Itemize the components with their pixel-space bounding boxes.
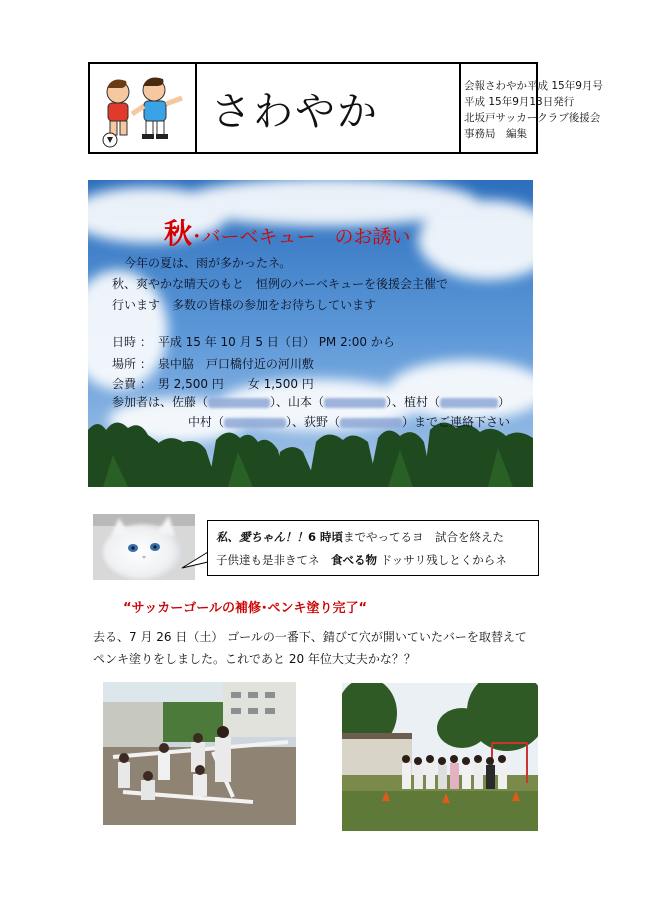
newsletter-title-cell [197,64,461,152]
contact-text: ）、荻野（ [286,415,341,429]
section-paragraph [93,626,553,670]
issue-info [464,78,624,142]
redacted-phone [340,418,402,428]
event-fee: 会費 ： 男 2,500 円 女 1,500 円 [112,377,314,391]
logo-cell [90,64,197,152]
issue-info-line: 平成 15年9月13日発行 [464,96,575,108]
speech-text [216,526,507,572]
event-place: 場所 ： 泉中脇 戸口橋付近の河川敷 [112,357,314,371]
contact-text: ） [498,395,511,409]
intro-line: 今年の夏は、雨が多かったネ。 [112,256,292,270]
banner-title-rest: ･バーベキュー のお誘い [192,226,411,248]
banner-title [164,212,411,252]
contact-text: ）までご連絡下さい [402,415,511,429]
contact-line-1 [112,393,510,410]
paragraph-line: ペンキ塗りをしました。これであと 20 年位大丈夫かな？？ [93,652,416,666]
contact-text: 参加者は、佐藤（ [112,395,209,409]
masthead [88,62,603,154]
redacted-phone [324,398,386,408]
event-date: 日時 ： 平成 15 年 10 月 5 日（日） PM 2:00 から [112,335,395,349]
speech-text-part: までやってるヨ 試合を終えた [343,530,505,544]
issue-info-line: 会報さわやか平成 15年9月号 [464,80,603,92]
redacted-phone [224,418,286,428]
newsletter-title: さわやか [211,89,379,135]
goal-repair-photo [103,682,296,825]
paragraph-line: 去る、7 月 26 日（土） ゴールの一番下、錆びて穴が開いていたバーを取替えて [93,630,527,644]
contact-text: ）、山本（ [270,395,325,409]
speech-food: 食べる物 [331,553,377,567]
section-title: “サッカーゴールの補修･ペンキ塗り完了“ [123,601,368,616]
speech-emphasis: 私、愛ちゃん！！ [216,530,308,544]
bbq-invitation-banner [88,180,533,487]
speech-line-1 [216,526,507,549]
redacted-phone [208,398,270,408]
intro-line: 秋、爽やかな晴天のもと 恒例のバーベキューを後援会主催で [112,277,449,291]
group-photo [342,683,538,831]
speech-line-2 [216,549,507,572]
intro-line: 行います 多数の皆様の参加をお待ちしています [112,298,377,312]
speech-bubble [207,520,539,576]
redacted-phone [440,398,498,408]
banner-title-autumn: 秋 [164,217,193,250]
contact-text: 中村（ [188,415,225,429]
speech-hours: 6 時頃 [308,530,344,544]
speech-text-part: 子供達も是非きてネ [216,553,331,567]
issue-info-line: 事務局 編集 [464,128,527,140]
contact-text: ）、植村（ [386,395,441,409]
speech-text-part: ドッサリ残しとくからネ [377,553,507,567]
contact-line-2 [188,413,510,430]
speech-bubble-tail [180,548,210,572]
issue-info-line: 北坂戸サッカークラブ後援会 [464,112,601,124]
soccer-kids-illustration [90,64,195,152]
